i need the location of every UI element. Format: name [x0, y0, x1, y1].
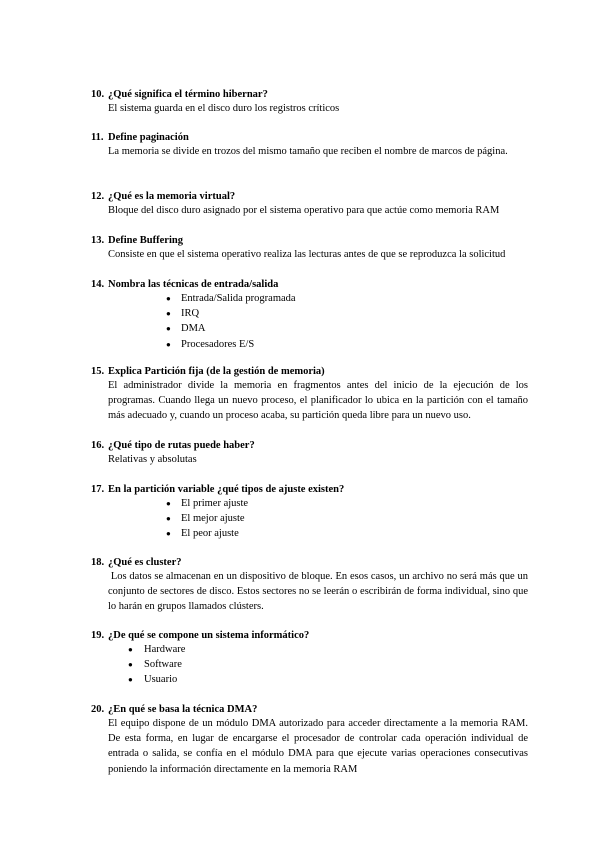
question-number: 19.	[91, 630, 105, 641]
question-title	[91, 556, 528, 569]
bullet-list	[91, 496, 528, 542]
question-17	[91, 483, 528, 542]
bullet-icon: ●	[166, 514, 171, 524]
answer-text: Bloque del disco duro asignado por el sistema operativo para que actúe como memoria RAM	[108, 205, 500, 216]
question-text: Explica Partición fija (de la gestión de memoria)	[108, 366, 325, 377]
question-20	[91, 703, 528, 777]
question-title	[91, 234, 528, 247]
list-item: ● DMA	[91, 321, 528, 336]
bullet-icon: ●	[166, 324, 171, 334]
question-11	[91, 131, 528, 159]
answer-text: Consiste en que el sistema operativo realiza las lecturas antes de que se reproduzca la solicitud	[108, 249, 506, 260]
question-14	[91, 278, 528, 352]
question-number: 17.	[91, 484, 105, 495]
question-12	[91, 190, 528, 218]
bullet-icon: ●	[166, 339, 171, 349]
bullet-icon: ●	[166, 294, 171, 303]
question-text: ¿Qué significa el término hibernar?	[108, 89, 268, 100]
answer-text: Relativas y absolutas	[108, 454, 197, 465]
question-number: 18.	[91, 557, 105, 568]
question-text: En la partición variable ¿qué tipos de ajuste existen?	[108, 484, 345, 495]
list-item: ● IRQ	[91, 306, 528, 321]
list-item: ● El mejor ajuste	[91, 511, 528, 526]
question-title	[91, 88, 528, 101]
list-item: ● Procesadores E/S	[91, 337, 528, 352]
bullet-icon: ●	[128, 660, 133, 670]
list-item: ● Hardware	[91, 642, 528, 657]
answer-text: Los datos se almacenan en un dispositivo de bloque. En esos casos, un archivo no será más que un conjunto de sectores de disco. Estos sectores no se leerán o escribirán de forma individual, sino que lo harán en grupos llamados clústers.	[108, 571, 531, 613]
question-number: 10.	[91, 89, 105, 100]
bullet-icon: ●	[166, 499, 171, 508]
question-text: ¿De qué se compone un sistema informático?	[108, 630, 310, 641]
question-text: Nombra las técnicas de entrada/salida	[108, 279, 279, 290]
question-title	[91, 190, 528, 203]
question-16	[91, 439, 528, 467]
question-number: 11.	[91, 132, 104, 143]
question-title	[91, 365, 528, 378]
question-number: 20.	[91, 704, 105, 715]
question-15	[91, 365, 528, 424]
question-number: 16.	[91, 440, 105, 451]
question-10	[91, 88, 528, 116]
question-18	[91, 556, 531, 615]
question-text: Define paginación	[108, 132, 189, 143]
question-title	[91, 439, 528, 452]
question-title	[91, 483, 528, 496]
question-text: ¿En qué se basa la técnica DMA?	[108, 704, 258, 715]
question-13	[91, 234, 528, 262]
question-text: ¿Qué es cluster?	[108, 557, 182, 568]
bullet-icon: ●	[128, 675, 133, 685]
question-19	[91, 629, 528, 688]
answer-text: La memoria se divide en trozos del mismo tamaño que reciben el nombre de marcos de página.	[108, 146, 508, 157]
list-item: ● El primer ajuste	[91, 496, 528, 511]
question-number: 14.	[91, 279, 105, 290]
question-title	[91, 131, 528, 144]
question-text: ¿Qué es la memoria virtual?	[108, 191, 236, 202]
question-number: 13.	[91, 235, 105, 246]
list-item: ● Usuario	[91, 672, 528, 687]
question-title	[91, 278, 528, 291]
question-number: 15.	[91, 366, 105, 377]
question-text: Define Buffering	[108, 235, 183, 246]
answer-text: El administrador divide la memoria en fragmentos antes del inicio de la ejecución de los programas. Cuando llega un nuevo proceso, el planificador lo ubica en la partición con el tamaño más adecuado y, cuando un proceso acaba, su partición queda libre para un nuevo uso.	[108, 380, 528, 422]
bullet-list	[91, 291, 528, 352]
answer-text: El sistema guarda en el disco duro los registros críticos	[108, 103, 340, 114]
question-title	[91, 703, 528, 716]
bullet-icon: ●	[128, 645, 133, 654]
list-item: ● Entrada/Salida programada	[91, 291, 528, 306]
list-item: ● Software	[91, 657, 528, 672]
list-item: ● El peor ajuste	[91, 526, 528, 541]
bullet-icon: ●	[166, 309, 171, 319]
question-text: ¿Qué tipo de rutas puede haber?	[108, 440, 255, 451]
question-number: 12.	[91, 191, 105, 202]
question-title	[91, 629, 528, 642]
bullet-list	[91, 642, 528, 688]
answer-text: El equipo dispone de un módulo DMA autorizado para acceder directamente a la memoria RAM. De esta forma, en lugar de encargarse el procesador de controlar cada operación individual de entrada o salida, se confía en el módulo DMA para que ejecute varias operaciones consecutivas poniendo la información directamente en la memoria RAM	[108, 718, 528, 775]
bullet-icon: ●	[166, 529, 171, 539]
